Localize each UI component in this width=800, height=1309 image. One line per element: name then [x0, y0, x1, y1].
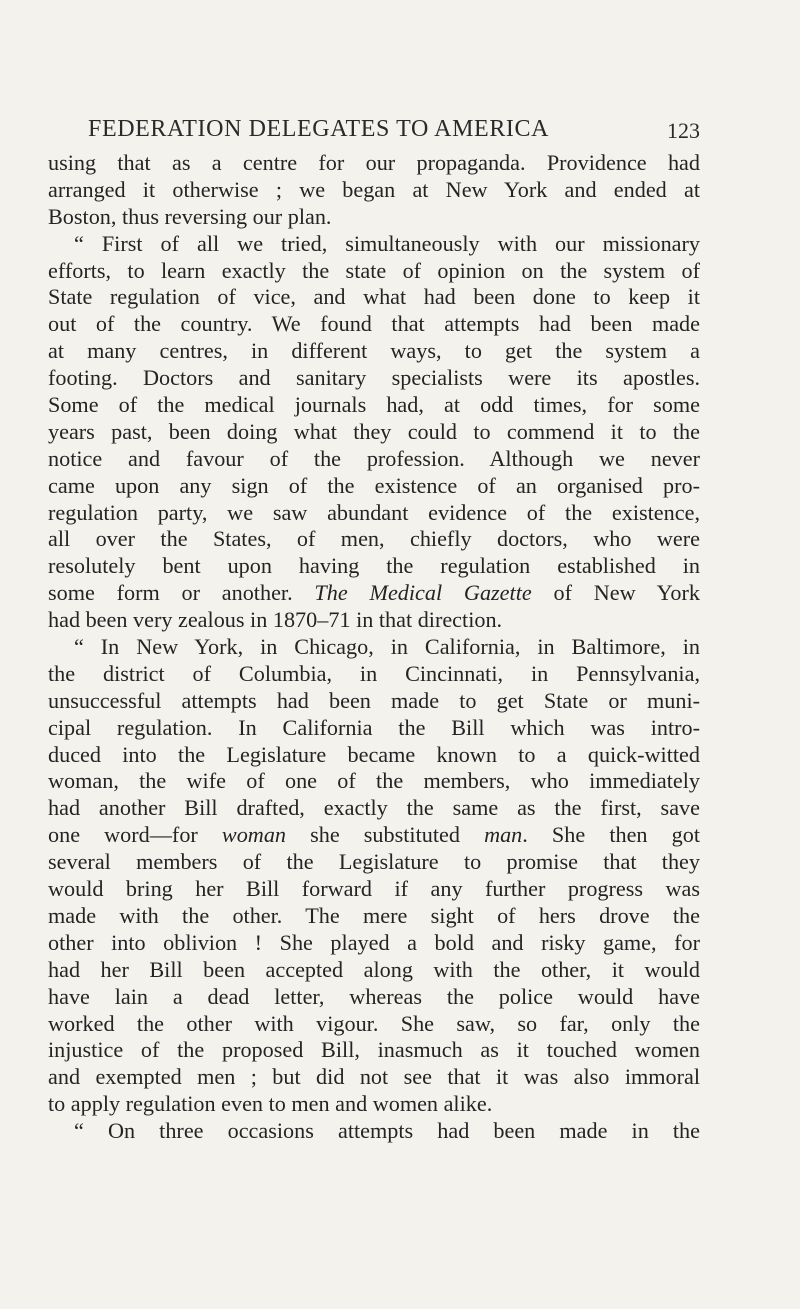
text-line: using that as a centre for our propaganda. Providence had [48, 150, 700, 175]
page-header [88, 116, 700, 148]
text-line: made with the other. The mere sight of hers drove the [48, 902, 700, 928]
text-line: Boston, thus reversing our plan. [48, 203, 332, 229]
page-number: 123 [667, 118, 700, 143]
text-line: would bring her Bill forward if any further progress was [48, 876, 700, 902]
text-segment: one word—for [48, 822, 222, 848]
journal-title: The Medical Gazette [314, 580, 532, 606]
text-line: footing. Doctors and sanitary specialists were its apostles. [48, 365, 700, 391]
text-line: State regulation of vice, and what had been done to keep it [48, 284, 700, 310]
running-head: FEDERATION DELEGATES TO AMERICA [88, 116, 550, 142]
text-line: unsuccessful attempts had been made to get State or muni- [48, 687, 700, 713]
text-line: years past, been doing what they could to commend it to the [48, 418, 700, 444]
body-text [48, 150, 700, 1145]
text-line: “ On three occasions attempts had been made in the [74, 1118, 700, 1144]
text-line: came upon any sign of the existence of an organised pro- [48, 472, 700, 498]
text-segment: some form or another. [48, 580, 315, 606]
text-line: resolutely bent upon having the regulation established in [48, 553, 700, 579]
text-line: at many centres, in different ways, to get the system a [48, 338, 700, 364]
text-line: “ In New York, in Chicago, in California, in Baltimore, in [74, 634, 700, 660]
italic-word: man [484, 822, 523, 848]
text-line: the district of Columbia, in Cincinnati, in Pennsylvania, [48, 660, 700, 686]
text-line: duced into the Legislature became known to a quick-witted [48, 741, 700, 767]
text-line-with-italic [48, 580, 700, 607]
italic-word: woman [221, 822, 287, 848]
text-line: to apply regulation even to men and women alike. [48, 1091, 493, 1117]
text-line: had her Bill been accepted along with the other, it would [48, 956, 700, 982]
text-line: regulation party, we saw abundant evidence of the existence, [48, 499, 700, 525]
text-line: worked the other with vigour. She saw, so far, only the [48, 1010, 700, 1036]
text-line: out of the country. We found that attempts had been made [48, 311, 700, 337]
text-line: and exempted men ; but did not see that it was also immoral [48, 1064, 700, 1090]
text-line: all over the States, of men, chiefly doctors, who were [48, 526, 700, 552]
text-line: cipal regulation. In California the Bill which was intro- [48, 714, 700, 740]
text-line: Some of the medical journals had, at odd times, for some [48, 392, 700, 418]
text-line: other into oblivion ! She played a bold and risky game, for [48, 929, 700, 955]
text-line: arranged it otherwise ; we began at New York and ended at [48, 176, 700, 202]
text-line: notice and favour of the profession. Although we never [48, 445, 700, 471]
text-line: injustice of the proposed Bill, inasmuch as it touched women [48, 1037, 700, 1063]
text-line: had another Bill drafted, exactly the same as the first, save [48, 795, 700, 821]
text-segment: . She then got [522, 822, 700, 848]
text-line: had been very zealous in 1870–71 in that direction. [48, 607, 503, 633]
text-line-with-italic [48, 822, 700, 849]
text-line: efforts, to learn exactly the state of opinion on the system of [48, 257, 700, 283]
text-line: “ First of all we tried, simultaneously with our missionary [74, 230, 700, 256]
text-segment: she substituted [286, 822, 485, 848]
text-segment: of New York [531, 580, 700, 606]
text-line: have lain a dead letter, whereas the police would have [48, 983, 700, 1009]
text-line: several members of the Legislature to promise that they [48, 849, 700, 875]
text-line: woman, the wife of one of the members, who immediately [48, 768, 700, 794]
